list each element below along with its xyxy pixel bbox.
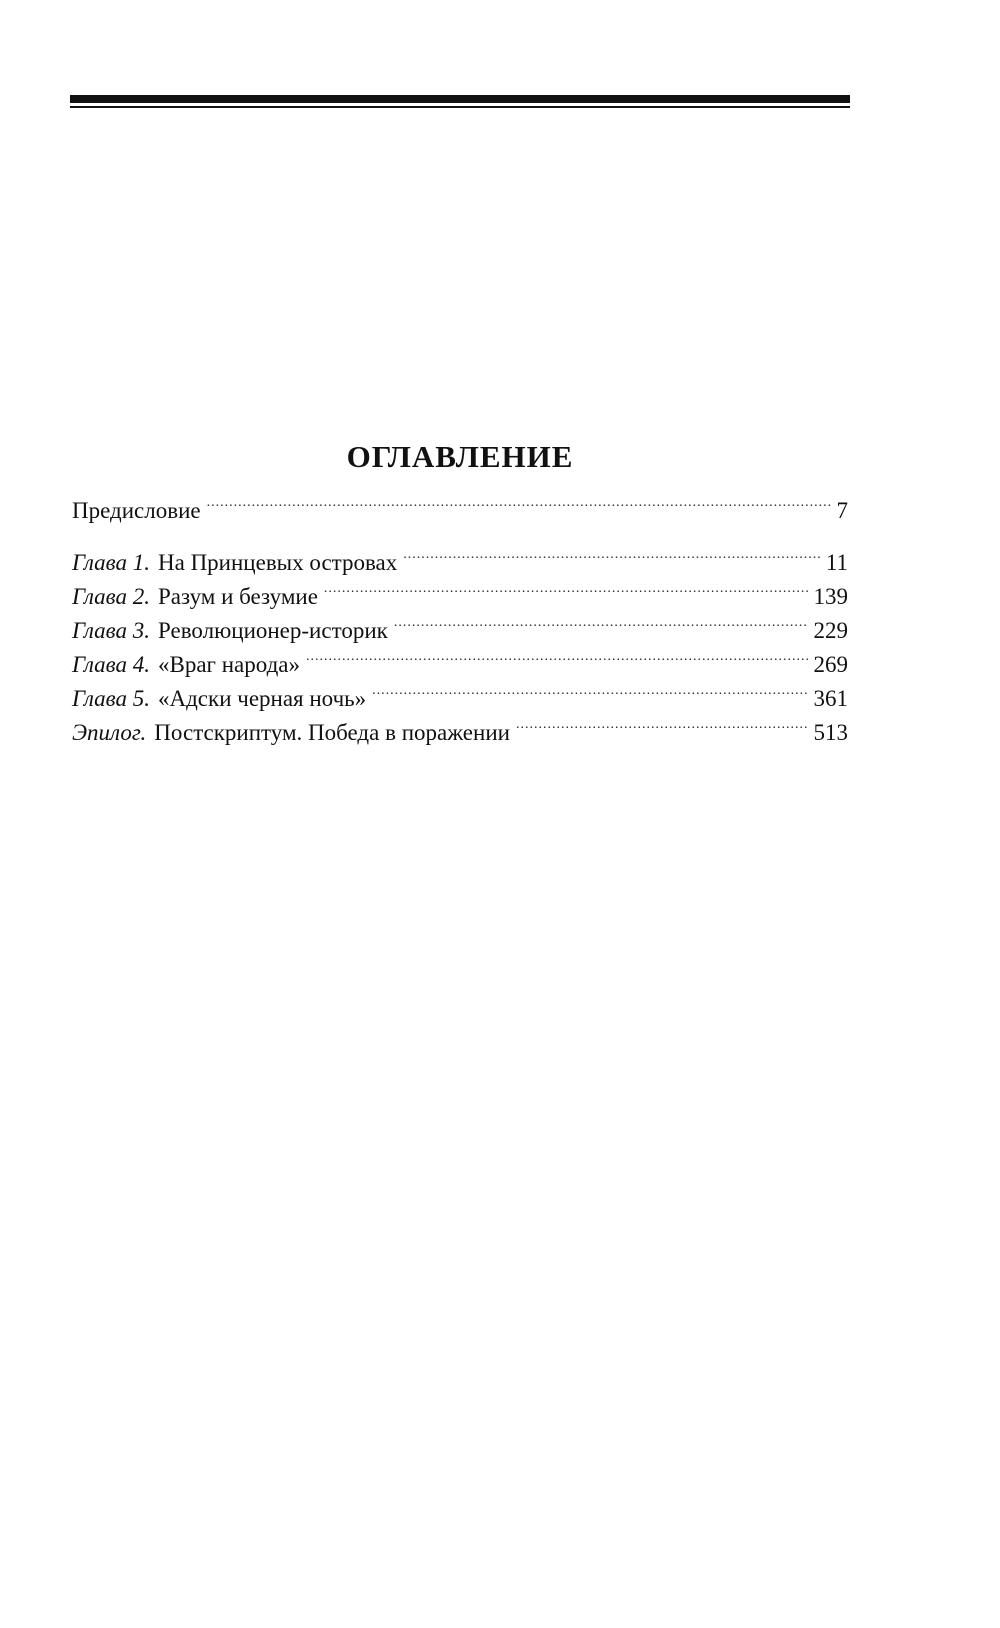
toc-entry-label: Глава 3. [72,618,150,643]
toc-entry-chapter-4 [72,648,848,682]
dot-leader [516,717,808,740]
toc-entry-page: 513 [813,720,848,745]
toc-entry-label: Глава 2. [72,584,150,609]
toc-entry-page: 11 [825,550,848,575]
toc-entry-page: 361 [813,686,848,711]
top-rule-thick [70,95,850,103]
dot-leader [324,581,808,604]
toc-entry-chapter-5 [72,682,848,716]
toc-entry-page: 7 [836,498,848,523]
toc-entry-chapter-3 [72,614,848,648]
toc-entry-label: Глава 5. [72,686,150,711]
toc-entry-label: Эпилог. [72,720,147,745]
toc-entry-label: Глава 4. [72,652,150,677]
toc-entry-page: 229 [813,618,848,643]
toc-entry-title: Предисловие [72,498,201,523]
page-title: ОГЛАВЛЕНИЕ [346,439,574,474]
top-rule-thin [70,106,850,108]
toc-entry-chapter-1 [72,546,848,580]
toc-entry-preface [72,494,848,528]
toc-entry-epilogue [72,716,848,750]
dot-leader [306,649,808,672]
dot-leader [207,495,831,518]
toc-entry-title: Революционер-историк [158,618,388,643]
toc-entry-chapter-2 [72,580,848,614]
toc-entry-title: Разум и безумие [158,584,318,609]
toc-entry-label: Глава 1. [72,550,150,575]
toc-entry-title: Постскриптум. Победа в поражении [154,720,510,745]
toc-entry-title: «Адски черная ночь» [158,686,367,711]
toc-entry-page: 139 [813,584,848,609]
dot-leader [403,547,820,570]
toc-entry-title: «Враг народа» [158,652,300,677]
dot-leader [372,683,807,706]
toc-entry-page: 269 [813,652,848,677]
dot-leader [394,615,808,638]
toc-entry-title: На Принцевых островах [158,550,398,575]
table-of-contents [72,494,848,750]
